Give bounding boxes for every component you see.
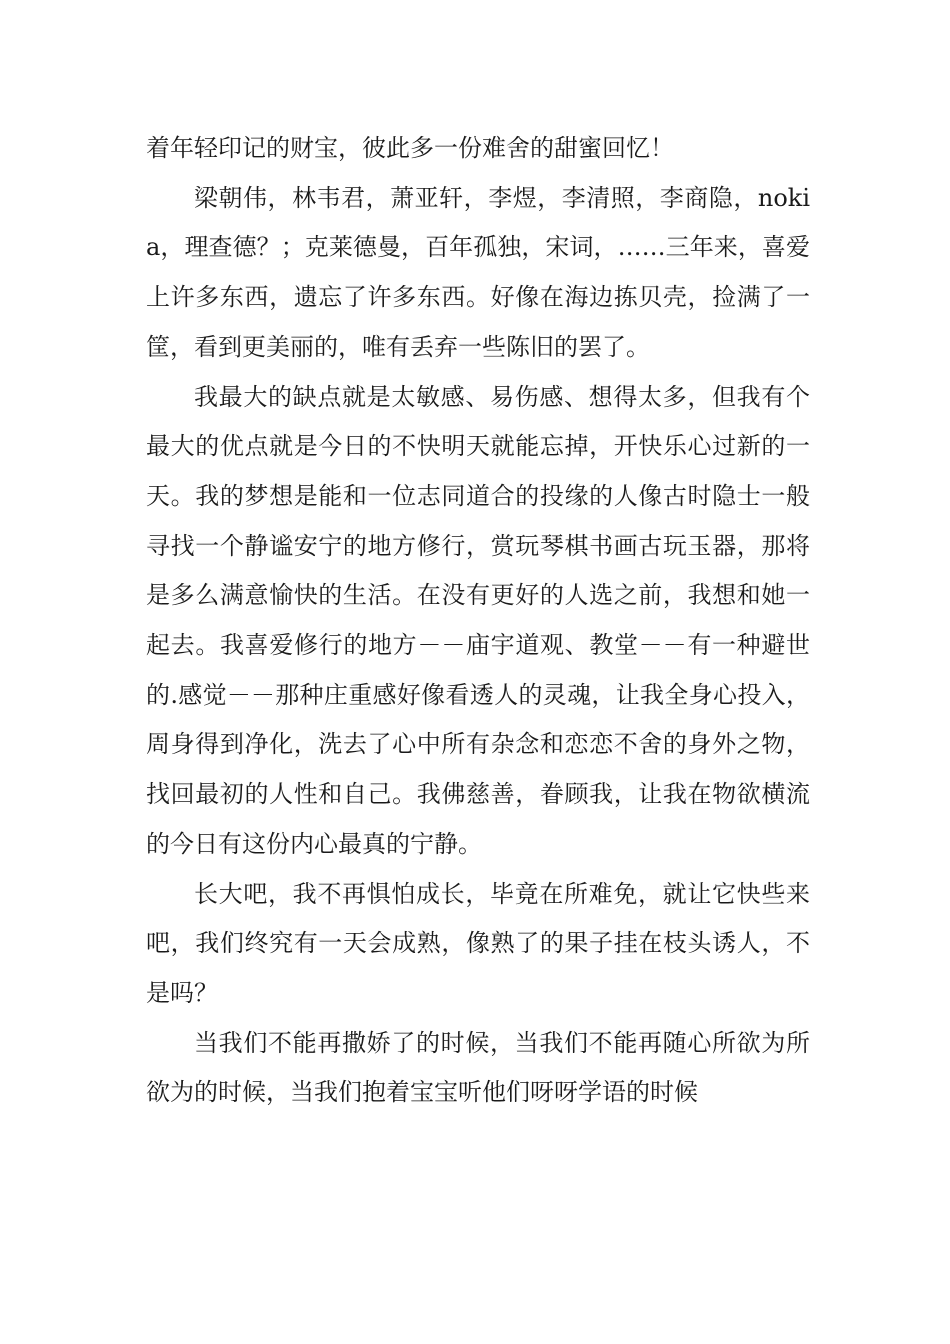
paragraph-future: 当我们不能再撒娇了的时候，当我们不能再随心所欲为所欲为的时候，当我们抱着宝宝听他们呀呀学语的时候	[146, 1028, 810, 1107]
paragraph-continuation: 着年轻印记的财宝，彼此多一份难舍的甜蜜回忆！	[146, 134, 674, 162]
paragraph-growing-up: 长大吧，我不再惧怕成长，毕竟在所难免，就让它快些来吧，我们终究有一天会成熟，像熟了的果子挂在枝头诱人，不是吗？	[146, 879, 810, 1007]
paragraph-dream: 我最大的缺点就是太敏感、易伤感、想得太多，但我有个最大的优点就是今日的不快明天就能忘掉，开快乐心过新的一天。我的梦想是能和一位志同道合的投缘的人像古时隐士一般寻找一个静谧安宁的地方修行，赏玩琴棋书画古玩玉器，那将是多么满意愉快的生活。在没有更好的人选之前，我想和她一起去。我喜爱修行的地方－－庙宇道观、教堂－－有一种避世的.感觉－－那种庄重感好像看透人的灵魂，让我全身心投入，周身得到净化，洗去了心中所有杂念和恋恋不舍的身外之物，找回最初的人性和自己。我佛慈善，眷顾我，让我在物欲横流的今日有这份内心最真的宁静。	[146, 382, 810, 858]
document-body	[146, 124, 810, 1118]
paragraph-favorites: 梁朝伟，林韦君，萧亚轩，李煜，李清照，李商隐，nokia，理查德？；克莱德曼，百年孤独，宋词，……三年来，喜爱上许多东西，遗忘了许多东西。好像在海边拣贝壳，捡满了一筐，看到更美丽的，唯有丢弃一些陈旧的罢了。	[146, 183, 810, 361]
